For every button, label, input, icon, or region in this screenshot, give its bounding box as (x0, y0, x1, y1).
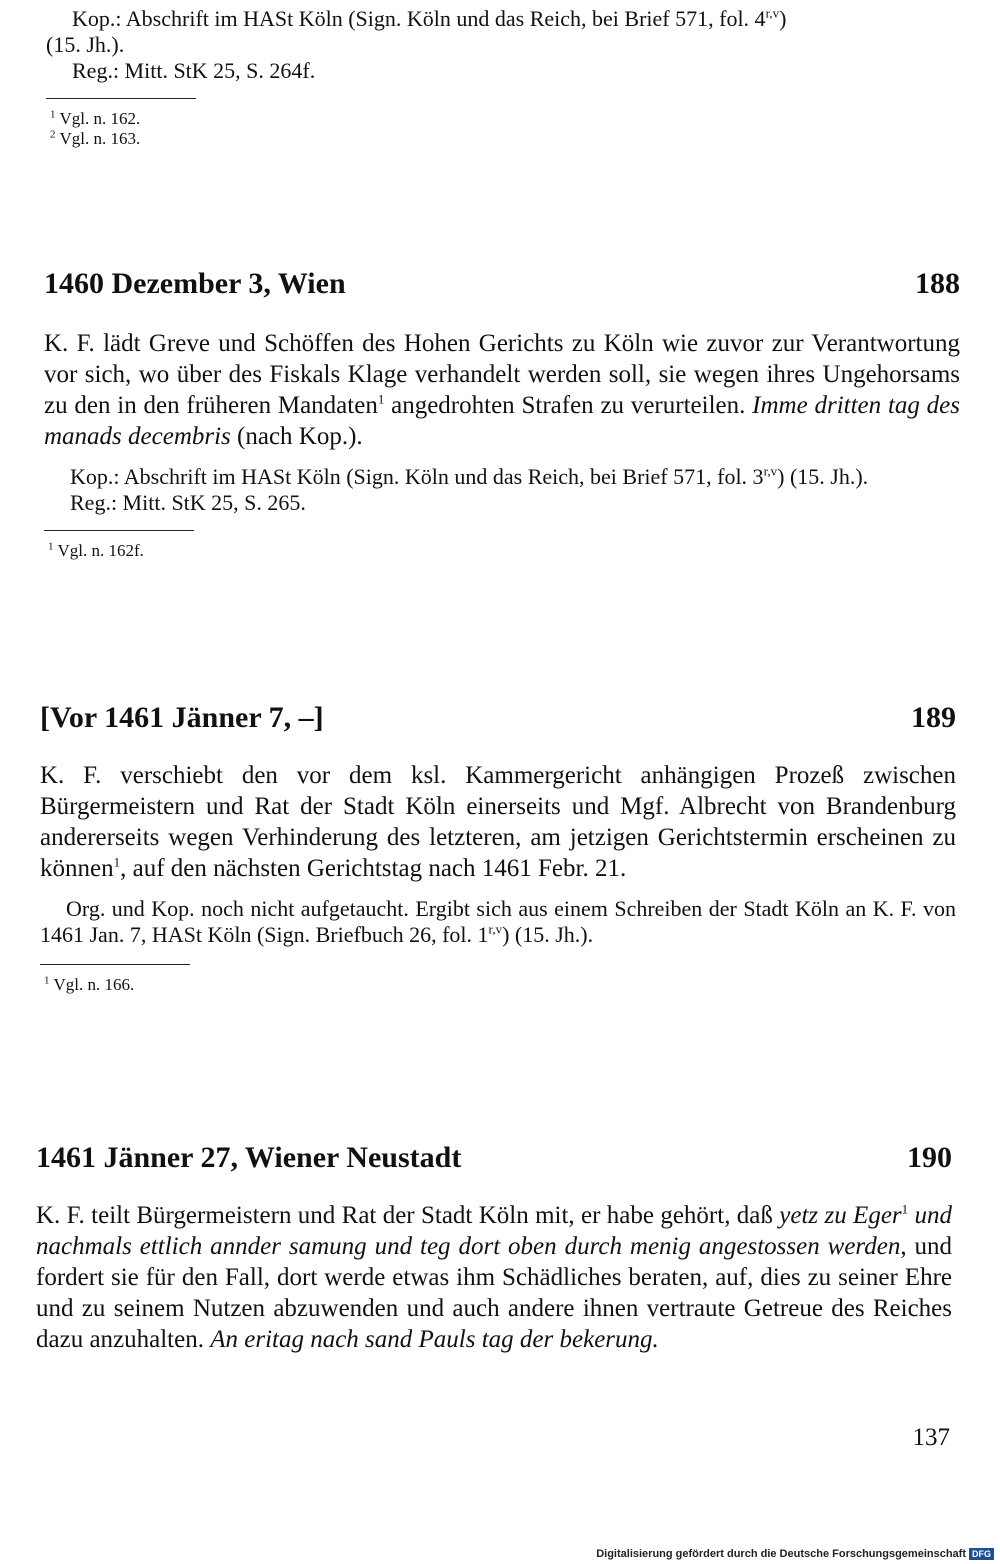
top-fragment (46, 6, 961, 149)
entry-number: 188 (915, 267, 960, 300)
entry-date: 1460 Dezember 3, Wien (44, 267, 346, 300)
entry-189 (40, 700, 956, 995)
provenance-note: Org. und Kop. noch nicht aufgetaucht. Ergibt sich aus einem Schreiben der Stadt Köln an K. F. von 1461 Jan. 7, HASt Köln (Sign. Briefbuch 26, fol. 1$^{r,v}$) (15. Jh.). (40, 896, 956, 947)
digitization-credit (596, 1548, 994, 1560)
footnote-rule (44, 530, 194, 531)
entry-number: 189 (911, 701, 956, 734)
footnote: $^1$ Vgl. n. 166. (44, 974, 135, 994)
entry-date: 1461 Jänner 27, Wiener Neustadt (36, 1141, 462, 1174)
entry-summary: K. F. verschiebt den vor dem ksl. Kammergericht anhängigen Prozeß zwischen Bürgermeistern und Rat der Stadt Köln einerseits und Mgf. Albrecht von Brandenburg andererseits wegen Verhinderung des letzteren, am jetzigen Gerichtstermin erscheinen zu können$^1$, auf den nächsten Gerichtstag nach 1461 Febr. 21. (40, 762, 956, 882)
footnote: $^1$ Vgl. n. 162f. (48, 540, 144, 560)
dfg-logo: DFG (969, 1548, 994, 1560)
credit-text: Digitalisierung gefördert durch die Deutsche Forschungsgemeinschaft (596, 1548, 966, 1560)
entry-date: [Vor 1461 Jänner 7, –] (40, 701, 324, 734)
page-number: 137 (912, 1424, 950, 1451)
entry-heading (44, 266, 960, 302)
entry-188 (44, 266, 960, 561)
entry-summary: K. F. lädt Greve und Schöffen des Hohen Gerichts zu Köln wie zuvor zur Verantwortung vor sich, wo über des Fiskals Klage verhandelt werden soll, sie wegen ihres Ungehorsams zu den in den früheren Mandaten$^1$ angedrohten Strafen zu verurteilen. Imme dritten tag des manads decembris (nach Kop.). (44, 330, 961, 450)
entry-heading (36, 1140, 952, 1176)
entry-heading (40, 700, 956, 736)
footnote: $^1$ Vgl. n. 162. (50, 108, 141, 128)
footnote-rule (46, 98, 196, 99)
entry-number: 190 (907, 1141, 952, 1174)
reg-source: Reg.: Mitt. StK 25, S. 264f. (72, 58, 316, 83)
footnote: $^2$ Vgl. n. 163. (50, 128, 141, 148)
footnote-rule (40, 964, 190, 965)
entry-190 (36, 1140, 952, 1355)
entry-summary: K. F. teilt Bürgermeistern und Rat der Stadt Köln mit, er habe gehört, daß yetz zu Eger$^1$ und nachmals ettlich annder samung und teg dort oben durch menig angestossen werden, und fordert sie für den Fall, dort werde etwas ihm Schädliches beraten, auf, dies zu seiner Ehre und zu seinem Nutzen abzuwenden und auch andere ihnen vertraute Getreue des Reiches dazu anzuhalten. An eritag nach sand Pauls tag der bekerung. (36, 1201, 953, 1353)
kop-source: Kop.: Abschrift im HASt Köln (Sign. Köln und das Reich, bei Brief 571, fol. 4$^{r,v}$) (72, 5, 787, 31)
kop-source: Kop.: Abschrift im HASt Köln (Sign. Köln und das Reich, bei Brief 571, fol. 3$^{r,v}$) (15. Jh.). (70, 463, 869, 489)
kop-source-cont: (15. Jh.). (46, 32, 125, 57)
reg-source: Reg.: Mitt. StK 25, S. 265. (70, 490, 306, 515)
